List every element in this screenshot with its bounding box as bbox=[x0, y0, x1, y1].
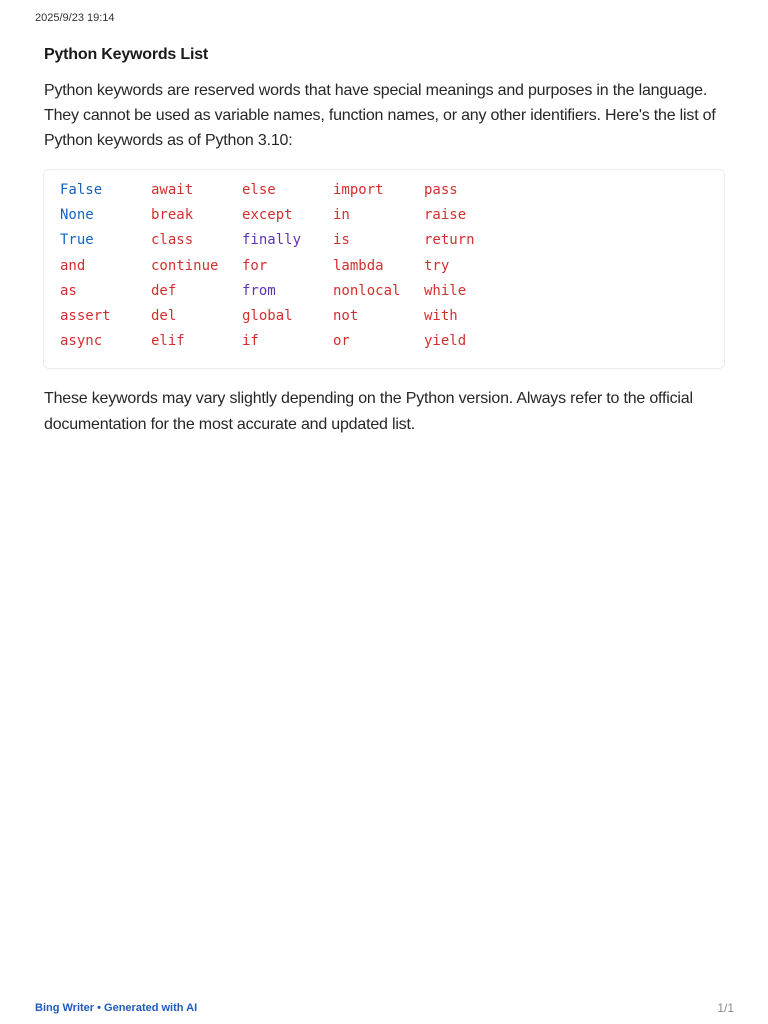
footer-brand: Bing Writer • Generated with AI bbox=[35, 1002, 198, 1014]
keyword-with: with bbox=[424, 307, 458, 324]
keyword-break: break bbox=[151, 207, 194, 224]
keyword-and: and bbox=[60, 257, 86, 274]
keyword-for: for bbox=[242, 257, 268, 274]
keyword-pass: pass bbox=[424, 182, 458, 198]
keyword-elif: elif bbox=[151, 333, 185, 350]
keyword-else: else bbox=[242, 182, 276, 198]
page-number: 1/1 bbox=[717, 1001, 734, 1015]
keyword-return: return bbox=[424, 232, 475, 249]
keyword-del: del bbox=[151, 307, 177, 324]
keyword-or: or bbox=[333, 333, 350, 350]
keyword-def: def bbox=[151, 282, 177, 299]
keyword-is: is bbox=[333, 232, 350, 249]
keyword-not: not bbox=[333, 307, 359, 324]
keyword-except: except bbox=[242, 207, 293, 224]
keyword-False: False bbox=[60, 182, 103, 198]
keyword-async: async bbox=[60, 333, 103, 350]
keyword-yield: yield bbox=[424, 333, 467, 350]
keyword-lambda: lambda bbox=[333, 257, 384, 274]
keyword-try: try bbox=[424, 257, 450, 274]
keyword-continue: continue bbox=[151, 257, 219, 274]
keywords-code-block bbox=[43, 169, 725, 369]
keyword-in: in bbox=[333, 207, 350, 224]
keyword-True: True bbox=[60, 232, 94, 249]
keyword-finally: finally bbox=[242, 232, 302, 249]
outro-paragraph: These keywords may vary slightly depending on the Python version. Always refer to the official documentation for the most accurate and updated list. bbox=[44, 390, 693, 433]
keyword-as: as bbox=[60, 282, 77, 299]
keyword-if: if bbox=[242, 333, 259, 350]
keyword-assert: assert bbox=[60, 307, 111, 324]
print-timestamp: 2025/9/23 19:14 bbox=[35, 12, 115, 24]
keyword-await: await bbox=[151, 182, 194, 198]
keyword-None: None bbox=[60, 207, 94, 224]
keyword-global: global bbox=[242, 307, 293, 324]
keyword-class: class bbox=[151, 232, 194, 249]
keyword-nonlocal: nonlocal bbox=[333, 282, 401, 299]
keyword-from: from bbox=[242, 282, 276, 299]
intro-paragraph: Python keywords are reserved words that have special meanings and purposes in the language. They cannot be used as variable names, function names, or any other identifiers. Here's the list of Python keywords as of Python 3.10: bbox=[44, 82, 716, 149]
keyword-import: import bbox=[333, 182, 384, 198]
page-title: Python Keywords List bbox=[44, 46, 209, 63]
keyword-while: while bbox=[424, 282, 467, 299]
keyword-raise: raise bbox=[424, 207, 467, 224]
keywords-grid bbox=[60, 178, 515, 354]
